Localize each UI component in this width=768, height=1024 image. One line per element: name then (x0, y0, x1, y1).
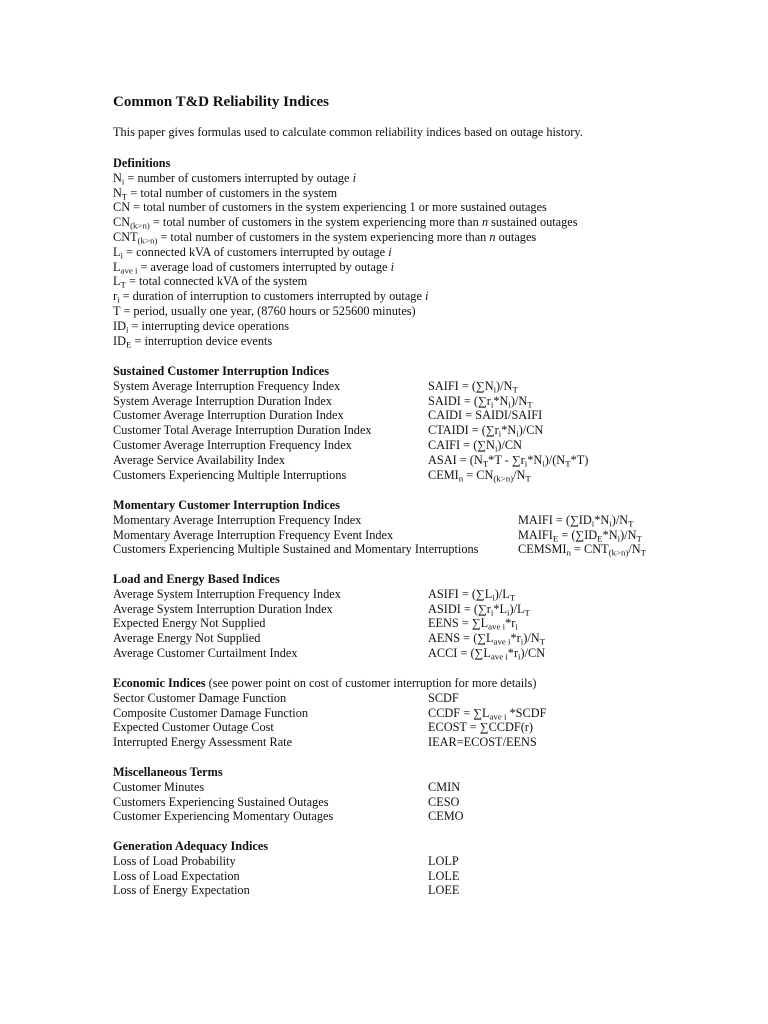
document-intro: This paper gives formulas used to calculate common reliability indices based on outage history. (113, 125, 583, 139)
section-heading (113, 765, 223, 780)
index-formula: $CEMSMI_n = CNT_{(k>n)}/N_T$ (518, 542, 647, 558)
definition-line: T = period, usually one year, (8760 hours or 525600 minutes) (113, 304, 416, 318)
index-term: Customer Minutes (113, 779, 205, 794)
index-term: Loss of Load Probability (113, 853, 236, 868)
index-term: Average Energy Not Supplied (113, 631, 261, 646)
definition-line: $ID_i$ = interrupting device operations (113, 318, 290, 335)
index-formula: LOLE (428, 868, 460, 883)
index-formula: CESO (428, 794, 460, 809)
index-term: Expected Customer Outage Cost (113, 720, 274, 735)
definitions-heading: Definitions (113, 156, 171, 170)
definition-line: CN = total number of customers in the system experiencing 1 or more sustained outages (113, 200, 547, 215)
definition-line: $N_T$ = total number of customers in the system (113, 185, 338, 202)
section-heading-text: Sustained Customer Interruption Indices (113, 364, 330, 378)
index-term: System Average Interruption Duration Index (113, 393, 333, 408)
index-formula: IEAR=ECOST/EENS (428, 735, 537, 750)
definition-line: $L_{ave i}$ = average load of customers interrupted by outage i (113, 259, 395, 276)
index-formula: LOLP (428, 853, 459, 868)
definition-line: $CN_{(k>n)}$ = total number of customers in the system experiencing more than n sustained outages (113, 215, 578, 231)
section-heading (113, 572, 280, 587)
index-term: Sector Customer Damage Function (113, 690, 287, 705)
index-term: Momentary Average Interruption Frequency Index (113, 512, 362, 527)
section-heading (113, 839, 268, 854)
section-heading (113, 364, 329, 379)
index-formula: CMIN (428, 779, 461, 794)
section-heading-text: Load and Energy Based Indices (113, 572, 280, 586)
index-term: Customers Experiencing Multiple Sustained and Momentary Interruptions (113, 542, 479, 557)
section-note: (see power point on cost of customer interruption for more details) (205, 676, 537, 690)
section-heading-text: Momentary Customer Interruption Indices (113, 498, 340, 512)
section-heading-text: Economic Indices (113, 676, 206, 690)
index-term: Customer Average Interruption Frequency Index (113, 438, 352, 452)
index-term: Customers Experiencing Multiple Interruptions (113, 467, 347, 482)
index-term: Average System Interruption Frequency Index (113, 586, 341, 601)
index-term: Loss of Load Expectation (113, 868, 240, 883)
index-term: Customer Experiencing Momentary Outages (113, 809, 334, 824)
index-formula: SAIDI = $(\sum r_i*N_i)/N_T$ (428, 393, 533, 410)
definition-line: $r_i$ = duration of interruption to customers interrupted by outage i (113, 289, 429, 305)
index-term: Expected Energy Not Supplied (113, 616, 266, 631)
index-term: Average Customer Curtailment Index (113, 646, 298, 660)
index-formula: CAIFI = $(\sum N_i)/CN$ (428, 438, 523, 454)
index-formula: CCDF = $\sum L_{ave i}$ *SCDF (428, 705, 547, 722)
index-formula: CEMO (428, 809, 464, 824)
index-formula: $CEMI_n = CN_{(k>n)}/N_T$ (428, 467, 531, 484)
index-formula: ECOST = ∑CCDF(r) (428, 720, 533, 735)
index-formula: LOEE (428, 883, 460, 898)
section-heading (113, 498, 340, 513)
index-formula: $MAIFI_E = (\sum ID_E*N_i)/N_T$ (518, 527, 642, 544)
definition-line: $CNT_{(k>n)}$ = total number of customers in the system experiencing more than n outages (113, 230, 537, 246)
index-term: Average Service Availability Index (113, 452, 285, 467)
definition-line: $L_T$ = total connected kVA of the system (113, 274, 308, 290)
index-term: Interrupted Energy Assessment Rate (113, 735, 293, 750)
section-heading-text: Miscellaneous Terms (113, 765, 223, 779)
index-formula: AENS = $(\sum L_{ave i}*r_i)/N_T$ (428, 631, 546, 647)
index-term: Momentary Average Interruption Frequency Event Index (113, 527, 394, 542)
index-formula: MAIFI = $(\sum ID_i*N_i)/N_T$ (518, 512, 634, 529)
definition-line: $N_i$ = number of customers interrupted by outage i (113, 170, 357, 187)
index-formula: EENS = $\sum L_{ave i}*r_i$ (428, 616, 518, 632)
section-heading-text: Generation Adequacy Indices (113, 839, 269, 853)
index-formula: ASIDI = $(\sum r_i*L_i)/L_T$ (428, 601, 530, 618)
section-heading (113, 676, 536, 691)
index-term: Customer Total Average Interruption Duration Index (113, 423, 372, 438)
index-formula: SCDF (428, 690, 459, 705)
index-term: Loss of Energy Expectation (113, 883, 250, 898)
index-term: Composite Customer Damage Function (113, 705, 309, 720)
index-formula: ASIFI = $(\sum L_i)/L_T$ (428, 586, 516, 603)
index-formula: SAIFI = $(\sum N_i)/N_T$ (428, 378, 518, 395)
index-formula: CTAIDI = $(\sum r_i*N_i)/CN$ (428, 423, 544, 439)
index-formula: ASAI = $(N_T*T - \sum r_i*N_i)/(N_T*T)$ (428, 452, 589, 469)
index-term: Average System Interruption Duration Index (113, 601, 333, 616)
index-term: System Average Interruption Frequency Index (113, 378, 341, 393)
index-formula: ACCI = $(\sum L_{ave i}*r_i)/CN$ (428, 646, 546, 662)
document-title: Common T&D Reliability Indices (113, 94, 329, 110)
index-term: Customer Average Interruption Duration Index (113, 408, 344, 423)
index-term: Customers Experiencing Sustained Outages (113, 794, 329, 809)
definition-line: $ID_E$ = interruption device events (113, 333, 273, 350)
index-formula: CAIDI = SAIDI/SAIFI (428, 408, 543, 423)
definition-line: $L_i$ = connected kVA of customers interrupted by outage i (113, 244, 392, 261)
